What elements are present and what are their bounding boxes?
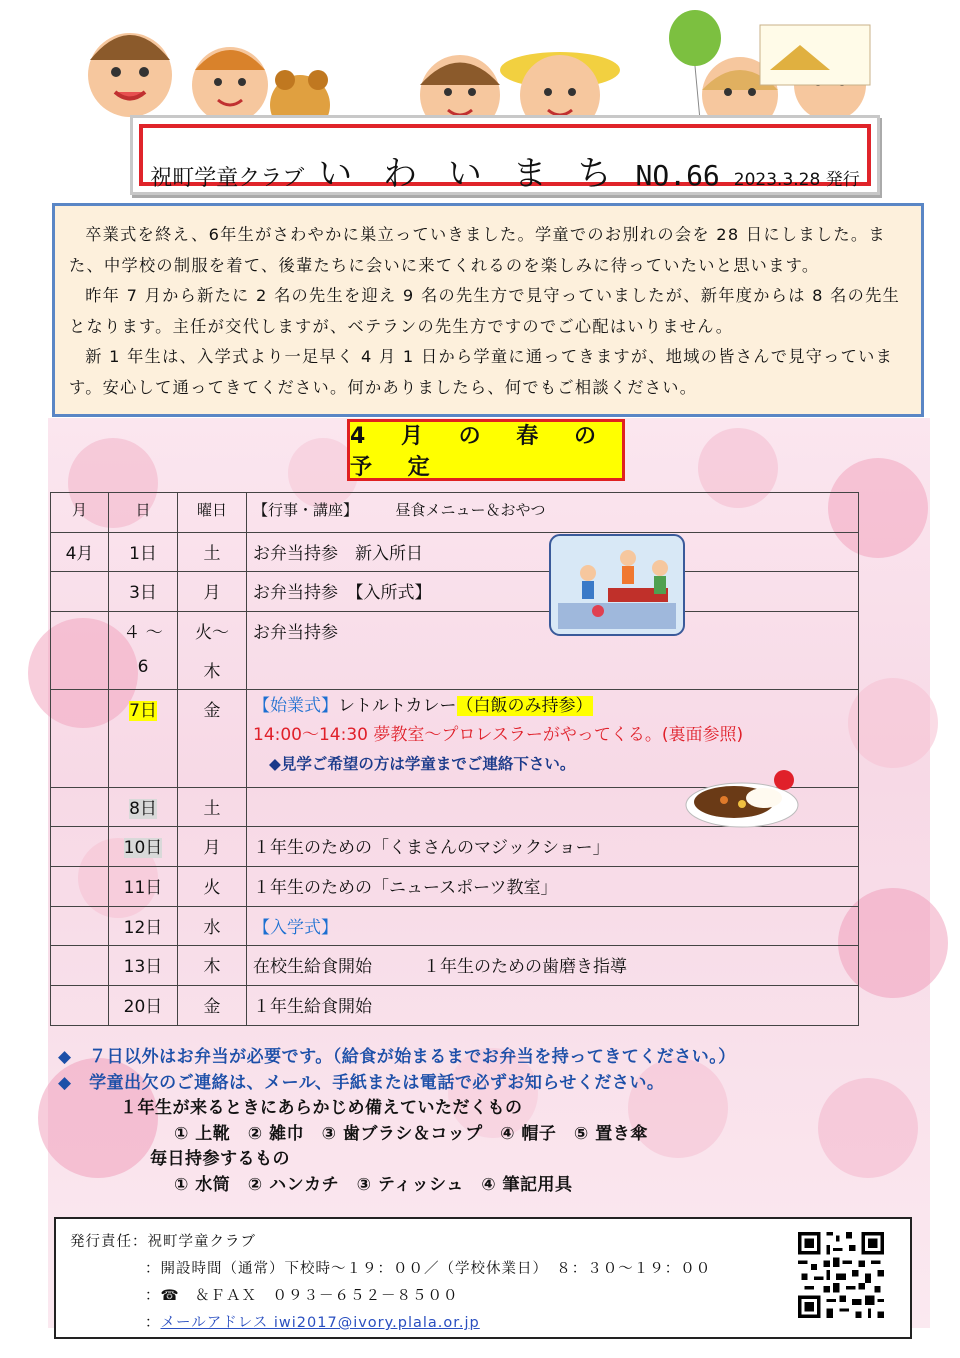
cell-event xyxy=(247,651,859,690)
cell-day: 12日 xyxy=(109,907,178,946)
cell-event: １年生のための「くまさんのマジックショー」 xyxy=(247,827,859,867)
cell-day: 13日 xyxy=(109,946,178,986)
cell-day: 6 xyxy=(109,651,178,690)
cell-day xyxy=(109,690,178,788)
cell-weekday: 火～ xyxy=(178,612,247,651)
footer-email-line xyxy=(70,1310,910,1337)
note-prepare-items: ① 上靴 ② 雑巾 ③ 歯ブラシ＆コップ ④ 帽子 ⑤ 置き傘 xyxy=(174,1123,648,1144)
cell-day xyxy=(109,827,178,867)
cell-month xyxy=(51,612,109,651)
cell-month xyxy=(51,946,109,986)
newsletter-title: い わ い ま ち xyxy=(318,154,622,194)
note-prepare-heading: １年生が来るときにあらかじめ備えていただくもの xyxy=(120,1098,523,1118)
opening-ceremony-label: 【始業式】 xyxy=(253,696,338,716)
table-row xyxy=(51,986,859,1026)
table-row xyxy=(51,572,859,612)
day-highlight: 7日 xyxy=(129,701,157,721)
issue-date: 2023.3.28 発行 xyxy=(733,170,860,190)
qr-code xyxy=(795,1229,887,1321)
dream-class-event: 14:00～14:30 夢教室～プロレスラーがやってくる。(裏面参照) xyxy=(253,725,744,745)
cell-event: お弁当持参 新入所日 xyxy=(247,533,859,572)
cell-weekday: 火 xyxy=(178,867,247,907)
cell-event: 在校生給食開始 １年生のための歯磨き指導 xyxy=(247,946,859,986)
cell-month xyxy=(51,907,109,946)
table-row xyxy=(51,827,859,867)
children-illustration xyxy=(60,10,900,130)
table-row xyxy=(51,907,859,946)
table-header-row xyxy=(51,493,859,533)
drawing-sign xyxy=(760,25,870,85)
header-event: 【行事・講座】 昼食メニュー＆おやつ xyxy=(247,493,859,533)
cell-weekday: 金 xyxy=(178,986,247,1026)
footer-email-prefix: ： xyxy=(145,1315,161,1331)
footer-phone: ：☎ ＆ＦＡＸ ０９３－６５２－８５００ xyxy=(145,1288,459,1304)
visit-notice: ◆見学ご希望の方は学童までご連絡下さい。 xyxy=(269,755,576,773)
note-lunch xyxy=(58,1045,928,1071)
cell-weekday: 木 xyxy=(178,651,247,690)
cell-event: 【入学式】 xyxy=(247,907,859,946)
note-attendance xyxy=(58,1071,928,1097)
footer-hours: ：開設時間（通常）下校時～１９：００／（学校休業日） ８：３０～１９：００ xyxy=(145,1261,712,1277)
cell-month xyxy=(51,986,109,1026)
cell-month xyxy=(51,651,109,690)
rice-note: （白飯のみ持参） xyxy=(456,696,593,716)
cell-month xyxy=(51,690,109,788)
table-row xyxy=(51,867,859,907)
note-daily-items: ① 水筒 ② ハンカチ ③ ティッシュ ④ 筆記用具 xyxy=(174,1174,573,1195)
cell-event: お弁当持参 xyxy=(247,612,859,651)
cell-weekday: 木 xyxy=(178,946,247,986)
cell-month xyxy=(51,572,109,612)
cell-day xyxy=(109,788,178,827)
cell-event: １年生のための「ニュースポーツ教室」 xyxy=(247,867,859,907)
table-row xyxy=(51,612,859,651)
note-lunch-text: ◆ ７日以外はお弁当が必要です。（給食が始まるまでお弁当を持ってきてください。） xyxy=(58,1047,736,1067)
cell-weekday: 月 xyxy=(178,572,247,612)
header-day: 日 xyxy=(109,493,178,533)
day-label: 10日 xyxy=(123,838,163,858)
schedule-table xyxy=(50,492,859,1026)
cell-day: 20日 xyxy=(109,986,178,1026)
gym-children-illustration xyxy=(548,533,686,637)
issue-number: NO.66 xyxy=(635,159,720,192)
note-attendance-text: ◆ 学童出欠のご連絡は、メール、手紙または電話で必ずお知らせください。 xyxy=(58,1072,665,1093)
header-month: 月 xyxy=(51,493,109,533)
table-row xyxy=(51,651,859,690)
footer-box xyxy=(54,1217,912,1339)
cell-day: 11日 xyxy=(109,867,178,907)
title-banner xyxy=(130,115,880,195)
cell-month xyxy=(51,867,109,907)
cell-weekday: 土 xyxy=(178,533,247,572)
cell-day: ４ ～ xyxy=(109,612,178,651)
table-row xyxy=(51,533,859,572)
cell-event: １年生給食開始 xyxy=(247,986,859,1026)
table-row xyxy=(51,946,859,986)
cell-month xyxy=(51,827,109,867)
title-frame xyxy=(139,124,871,194)
intro-paragraph-3: 新 1 年生は、入学式より一足早く 4 月 1 日から学童に通ってきますが、地域の皆さんで見守っています。安心して通ってきてください。何かありましたら、何でもご相談ください。 xyxy=(69,347,894,397)
cell-day: 1日 xyxy=(109,533,178,572)
note-daily-heading: 毎日持参するもの xyxy=(150,1149,290,1169)
lunch-menu: レトルトカレー xyxy=(338,696,457,716)
cell-event: お弁当持参 【入所式】 xyxy=(247,572,859,612)
notes-section xyxy=(58,1045,928,1198)
cell-weekday: 月 xyxy=(178,827,247,867)
cell-weekday: 水 xyxy=(178,907,247,946)
kid-face-1 xyxy=(88,33,172,117)
cell-weekday: 土 xyxy=(178,788,247,827)
curry-rice-illustration xyxy=(684,760,808,830)
april-schedule-heading: 4 月 の 春 の 予 定 xyxy=(347,419,625,481)
cell-month: 4月 xyxy=(51,533,109,572)
cell-weekday: 金 xyxy=(178,690,247,788)
intro-paragraph-2: 昨年 7 月から新たに 2 名の先生を迎え 9 名の先生方で見守っていましたが、新年度からは 8 名の先生となります。主任が交代しますが、ベテランの先生方ですのでご心配はいりません。 xyxy=(69,286,901,336)
email-link[interactable]: メールアドレス iwi2017@ivory.plala.or.jp xyxy=(160,1315,480,1331)
cell-day: 3日 xyxy=(109,572,178,612)
cell-month xyxy=(51,788,109,827)
day-label: 8日 xyxy=(129,799,157,819)
intro-box xyxy=(52,203,924,417)
footer-publisher: 発行責任：祝町学童クラブ xyxy=(70,1234,256,1250)
header-weekday: 曜日 xyxy=(178,493,247,533)
intro-paragraph-1: 卒業式を終え、6年生がさわやかに巣立っていきました。学童でのお別れの会を 28 日にしました。また、中学校の制服を着て、後輩たちに会いに来てくれるのを楽しみに待っていたいと思います。 xyxy=(69,225,886,275)
club-name: 祝町学童クラブ xyxy=(150,166,305,191)
kid-face-2 xyxy=(192,47,268,123)
